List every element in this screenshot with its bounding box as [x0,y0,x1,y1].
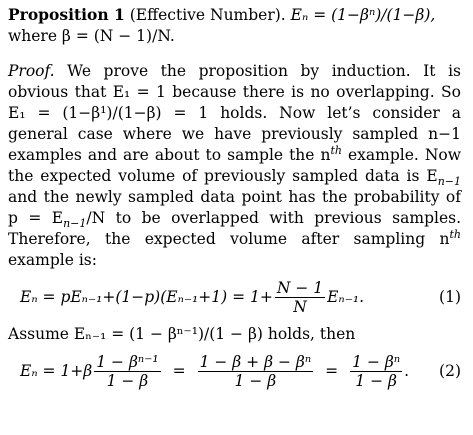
proof-text-5: example is: [8,251,97,269]
equation-2-frac2-num: 1 − β + β − βⁿ [199,353,312,371]
equation-2-fraction-3 [350,353,402,390]
proof-sup-th-2: th [449,227,461,241]
equation-2-frac1-den: 1 − β [106,372,149,390]
equation-2-equals-2: = [325,362,339,380]
equation-2-frac3-num: 1 − βⁿ [352,353,401,371]
equation-2-fraction-1 [94,353,160,390]
proof-text-4: /N to be overlapped with previous samples. Therefore, the expected volume after sampling n [8,209,462,248]
proposition-name: (Effective Number). [129,6,286,24]
proof-sub-n1: n−1 [437,175,461,189]
equation-2 [8,353,461,390]
assume-line [8,324,461,345]
proof-paragraph [8,61,461,271]
proof-text-1: We prove the proposition by induction. It is obvious that E₁ = 1 because there is no overlapping. So E₁ = (1−β¹)/(1−β) = 1 holds. Now let’s consider a general case where we have previously sampled n−1 examples and are about to sample the n [8,62,461,164]
equation-2-frac1-num: 1 − βⁿ⁻¹ [96,353,159,371]
proof-sup-th: th [330,143,342,157]
proposition-where: where β = (N − 1)/N. [8,27,175,45]
equation-2-frac2-den: 1 − β [234,372,277,390]
equation-2-fraction-2 [198,353,314,390]
equation-2-number: (2) [439,362,461,380]
equation-2-equals-1: = [172,362,186,380]
equation-2-tail: . [404,362,410,380]
equation-1-number: (1) [439,288,461,306]
equation-1-frac-den: N [293,298,307,316]
equation-1-lhs: Eₙ = pEₙ₋₁+(1−p)(Eₙ₋₁+1) = 1+ [20,288,273,306]
equation-1-rhs: Eₙ₋₁. [327,288,365,306]
equation-2-frac3-den: 1 − β [355,372,397,390]
equation-1 [8,279,461,316]
proof-label: Proof. [8,62,55,80]
proposition-paragraph [8,4,461,47]
equation-1-frac-num: N − 1 [276,279,324,297]
equation-2-lhs: Eₙ = 1+β [20,362,93,380]
proof-sub-n1b: n−1 [63,217,87,231]
paper-page [8,4,461,398]
proposition-formula: Eₙ = (1−βⁿ)/(1−β), [290,6,436,24]
proof-text-3: and the newly sampled data point has the probability of p = E [8,188,461,227]
assume-text: Assume Eₙ₋₁ = (1 − βⁿ⁻¹)/(1 − β) holds, then [8,325,356,343]
proposition-title: Proposition 1 [8,5,125,24]
equation-1-fraction [275,279,325,316]
proof-text-2: example. Now the expected volume of previously sampled data is E [8,146,461,185]
